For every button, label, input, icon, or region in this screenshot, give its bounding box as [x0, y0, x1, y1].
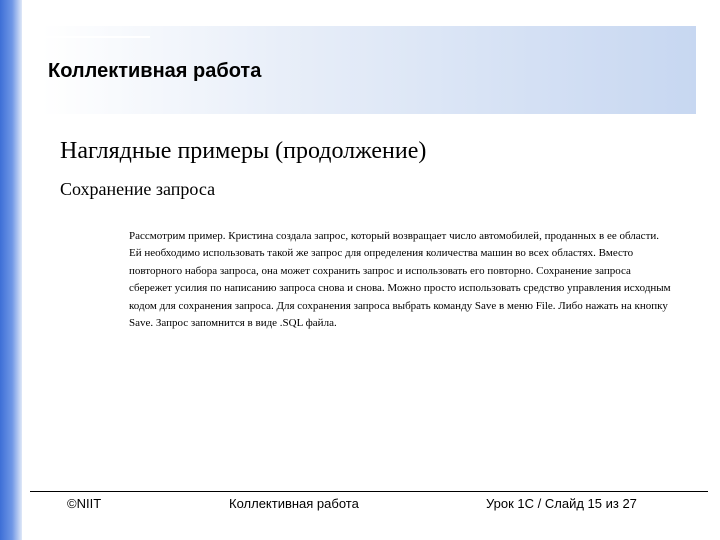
slide-heading: Наглядные примеры (продолжение) [60, 138, 427, 164]
footer-course-title: Коллективная работа [229, 496, 359, 511]
footer-divider [30, 491, 708, 492]
header-decor-line [40, 36, 150, 38]
slide-body-text: Рассмотрим пример. Кристина создала запрос, который возвращает число автомобилей, проданных в ее области. Ей необходимо использовать такой же запрос для определения количества машин во всех областях. Вместо повторного набора запроса, она может сохранить запрос и использовать его повторно. Сохранение запроса сбережет усилия по написанию запроса снова и снова. Можно просто использовать средство управления исходным кодом для сохранения запроса. Для сохранения запроса выбрать команду Save в меню File. Либо нажать на кнопку Save. Запрос запомнится в виде .SQL файла. [129, 230, 671, 330]
slide-subheading: Сохранение запроса [60, 179, 216, 199]
left-accent-bar [0, 0, 22, 540]
footer-copyright: ©NIIT [67, 496, 102, 511]
header-title: Коллективная работа [48, 60, 262, 82]
footer-slide-number: Урок 1C / Слайд 15 из 27 [486, 496, 637, 511]
